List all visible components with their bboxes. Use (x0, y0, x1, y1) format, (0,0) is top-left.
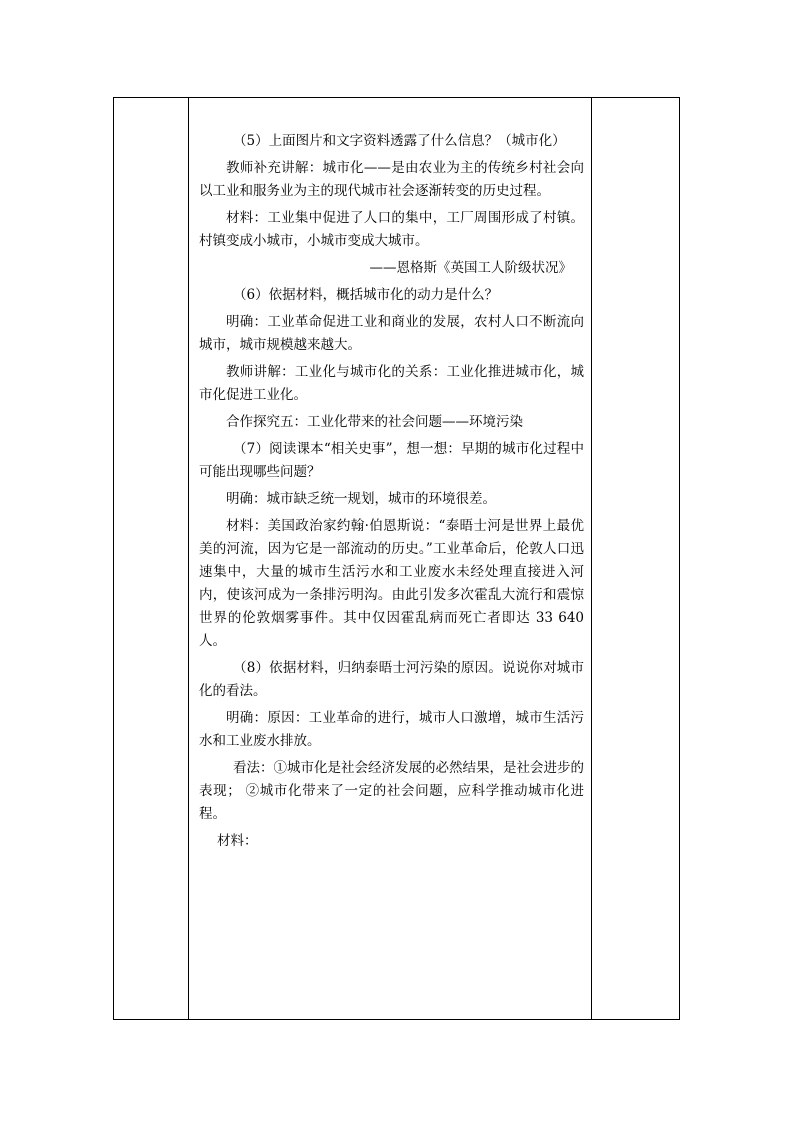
question-6: （6）依据材料，概括城市化的动力是什么？ (233, 287, 499, 303)
quote-source: ——恩格斯《英国工人阶级状况》 (369, 260, 572, 276)
material-engels-quote: 材料：工业集中促进了人口的集中，工厂周围形成了村镇。村镇变成小城市，小城市变成大城市。 (199, 210, 584, 249)
answer-8: 明确：原因：工业革命的进行，城市人口激增，城市生活污水和工业废水排放。 (199, 710, 584, 749)
view-8: 看法：①城市化是社会经济发展的必然结果，是社会进步的表现； ②城市化带来了一定的社会问题，应科学推动城市化进程。 (199, 760, 584, 822)
answer-6: 明确：工业革命促进工业和商业的发展，农村人口不断流向城市，城市规模越来越大。 (199, 314, 584, 353)
right-column (592, 98, 679, 1019)
question-7: （7）阅读课本“相关史事”，想一想：早期的城市化过程中可能出现哪些问题？ (199, 441, 584, 480)
left-column (114, 98, 189, 1019)
teacher-explanation-urbanization: 教师补充讲解：城市化——是由农业为主的传统乡村社会向以工业和服务业为主的现代城市社会逐渐转变的历史过程。 (199, 160, 584, 199)
teacher-explanation-relation: 教师讲解：工业化与城市化的关系：工业化推进城市化，城市化促进工业化。 (199, 364, 584, 403)
answer-7: 明确：城市缺乏统一规划，城市的环境很差。 (226, 491, 496, 507)
material-thames: 材料：美国政治家约翰·伯恩斯说：“泰晤士河是世界上最优美的河流，因为它是一部流动的历史。”工业革命后，伦敦人口迅速集中，大量的城市生活污水和工业废水未经处理直接进入河内，使该河成为一条排污明沟。由此引发多次霍乱大流行和震惊世界的伦敦烟雾事件。其中仅因霍乱病而死亡者即达 33 640 人。 (199, 518, 584, 649)
explore-section-5: 合作探究五：工业化带来的社会问题——环境污染 (226, 414, 523, 430)
material-caption: 材料： (217, 833, 258, 849)
lesson-table (113, 97, 680, 1020)
question-8: （8）依据材料，归纳泰晤士河污染的原因。说说你对城市化的看法。 (199, 660, 584, 699)
lesson-content (199, 130, 584, 857)
main-column (189, 98, 592, 1019)
question-5: （5）上面图片和文字资料透露了什么信息？（城市化） (233, 133, 566, 149)
